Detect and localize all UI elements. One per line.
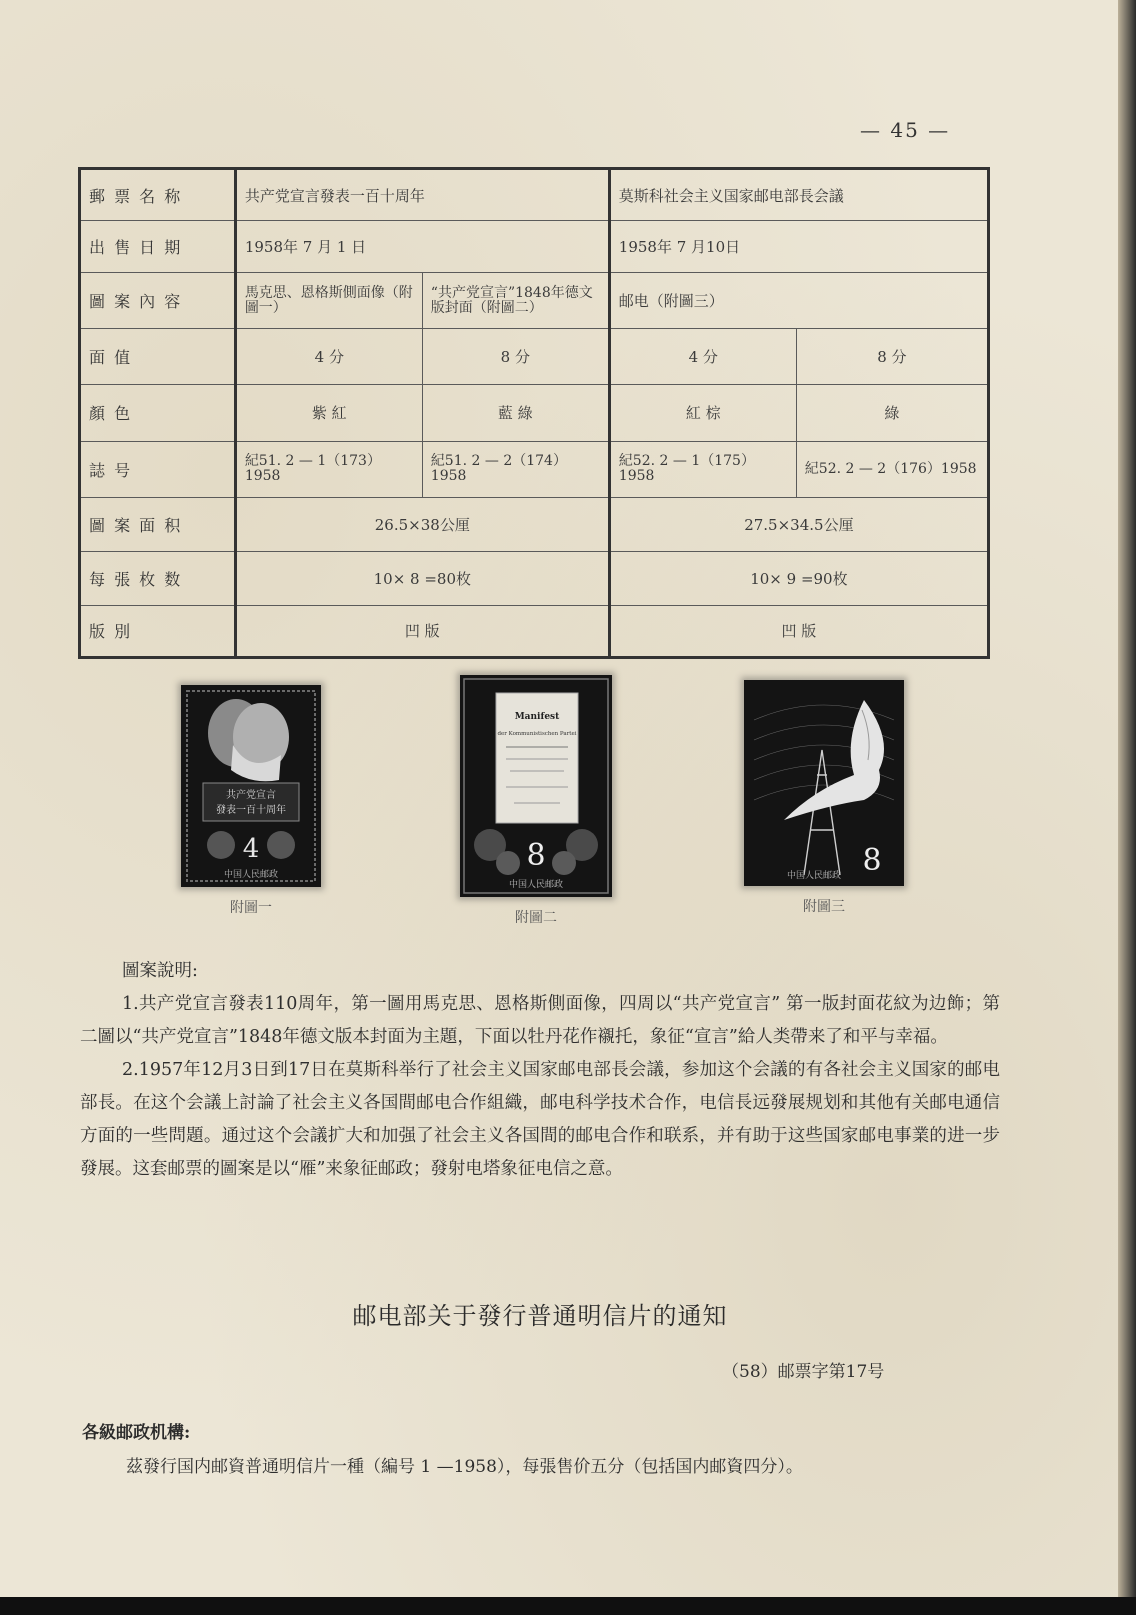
table-cell: 1958年 7 月 1 日 [235,221,609,273]
page-number: — 45 — [860,118,951,142]
row-label: 版 別 [80,605,236,657]
stamp-image-goose-tower [744,680,904,886]
table-row [80,169,989,221]
table-cell: 凹 版 [235,605,609,657]
table-cell: 莫斯科社会主义国家邮电部長会議 [609,169,988,221]
row-label: 圖 案 內 容 [80,273,236,329]
figure-3 [742,680,906,916]
notes-paragraph: 1.共产党宣言發表110周年，第一圖用馬克思、恩格斯側面像，四周以“共产党宣言” 第一版封面花紋为边飾；第二圖以“共产党宣言”1848年德文版本封面为主題，下面以牡丹花作襯托，象征“宣言”給人类帶来了和平与幸福。 [80,994,1000,1047]
table-cell: 馬克思、恩格斯側面像（附圖一） [235,273,422,329]
svg-text:中国人民邮政: 中国人民邮政 [223,870,279,880]
table-row [80,273,989,329]
row-label: 面 值 [80,329,236,385]
figure-1 [178,685,324,917]
table-cell: 綠 [796,385,988,441]
goose-radio-tower-icon [744,680,904,886]
table-cell: 紀51. 2 — 2（174）1958 [422,441,609,497]
table-cell: 8 分 [422,329,609,385]
table-cell: 紫 紅 [235,385,422,441]
stamp-image-marx-engels [181,685,321,887]
table-row [80,221,989,273]
table-row [80,605,989,657]
table-cell: 邮电（附圖三） [609,273,988,329]
row-label: 顏 色 [80,385,236,441]
figure-2 [456,675,616,927]
table-cell: 10× 8 =80枚 [235,551,609,605]
design-notes [80,955,1000,1186]
table-cell: 紀52. 2 — 1（175）1958 [609,441,796,497]
figure-caption: 附圖一 [230,900,272,916]
svg-text:4: 4 [242,834,260,864]
row-label: 每 張 枚 数 [80,551,236,605]
stamp-image-manifesto [460,675,612,897]
table-row [80,551,989,605]
document-number: （58）邮票字第17号 [722,1362,885,1382]
notes-heading: 圖案說明: [122,961,198,981]
marx-engels-portrait-icon [181,685,321,887]
table-cell: 1958年 7 月10日 [609,221,988,273]
notice-title: 邮电部关于發行普通明信片的通知 [352,1302,728,1330]
table-cell: 10× 9 =90枚 [609,551,988,605]
table-cell: 4 分 [235,329,422,385]
row-label: 郵 票 名 称 [80,169,236,221]
table-row [80,385,989,441]
table-cell: 紀51. 2 — 1（173）1958 [235,441,422,497]
stamp-issue-table [78,167,990,659]
table-row [80,497,989,551]
svg-text:8: 8 [526,838,546,873]
svg-text:8: 8 [862,843,882,878]
row-label: 出 售 日 期 [80,221,236,273]
row-label: 圖 案 面 积 [80,497,236,551]
row-label: 誌 号 [80,441,236,497]
table-row [80,441,989,497]
svg-text:中国人民邮政: 中国人民邮政 [508,880,564,890]
svg-text:der Kommunistischen Partei: der Kommunistischen Partei [497,731,577,737]
page-edge-shadow [1118,0,1136,1597]
figure-caption: 附圖二 [515,910,557,926]
figure-caption: 附圖三 [803,899,845,915]
svg-text:共产党宣言: 共产党宣言 [226,790,276,801]
table-cell: 8 分 [796,329,988,385]
table-cell: 4 分 [609,329,796,385]
table-cell: 27.5×34.5公厘 [609,497,988,551]
table-cell: 共产党宣言發表一百十周年 [235,169,609,221]
svg-text:中国人民邮政: 中国人民邮政 [786,871,842,881]
svg-text:發表一百十周年: 發表一百十周年 [216,805,286,816]
manifesto-cover-icon [460,675,612,897]
table-cell: 紀52. 2 — 2（176）1958 [796,441,988,497]
notice-body: 茲發行国内邮資普通明信片一種（編号 1 —1958），每張售价五分（包括国内邮資四分）。 [126,1457,803,1477]
table-cell: 紅 棕 [609,385,796,441]
table-row [80,329,989,385]
notes-paragraph: 2.1957年12月3日到17日在莫斯科举行了社会主义国家邮电部長会議，参加这个会議的有各社会主义国家的邮电部長。在这个会議上討論了社会主义各国間邮电合作組織，邮电科学技术合作，电信長远發展规划和其他有关邮电通信方面的一些問題。通过这个会議扩大和加强了社会主义各国間的邮电合作和联系，并有助于这些国家邮电事業的进一步發展。这套邮票的圖案是以“雁”来象征邮政；發射电塔象征电信之意。 [80,1060,1000,1179]
table-cell: 26.5×38公厘 [235,497,609,551]
table-cell: 凹 版 [609,605,988,657]
table-cell: “共产党宣言”1848年德文版封面（附圖二） [422,273,609,329]
table-cell: 藍 綠 [422,385,609,441]
addressee: 各級邮政机構: [82,1423,191,1443]
svg-text:Manifest: Manifest [514,712,560,722]
